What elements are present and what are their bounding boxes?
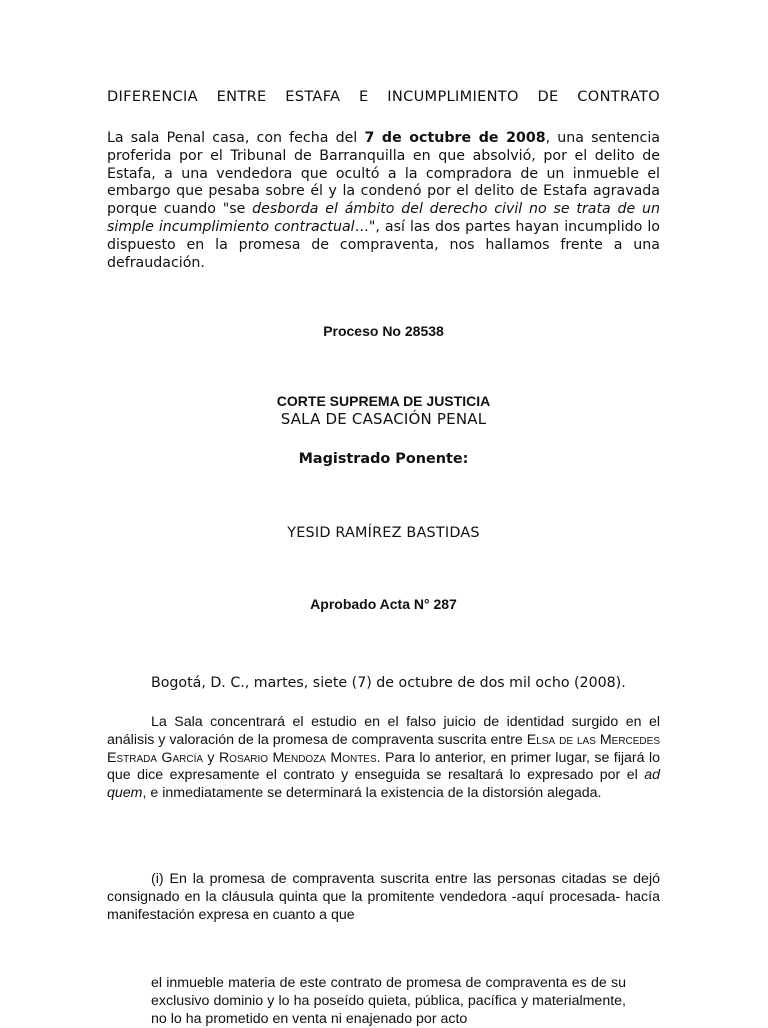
ad-quem: ad quem <box>107 767 660 802</box>
court-name: CORTE SUPREMA DE JUSTICIA <box>276 393 491 409</box>
case-number: Proceso No 28538 <box>323 323 444 339</box>
magistrate-name: YESID RAMÍREZ BASTIDAS <box>287 525 480 541</box>
paragraph-analysis <box>107 714 660 803</box>
intro-date: 7 de octubre de 2008 <box>364 130 546 146</box>
party-name-2: Rosario Mendoza Montes <box>218 749 377 766</box>
intro-paragraph <box>107 130 660 272</box>
para1-text-2: . Para lo anterior, en primer lugar, se fijará lo que dice expresamente el contrato y enseguida se resaltará lo expresado por el <box>107 749 660 784</box>
contract-quote: el inmueble materia de este contrato de promesa de compraventa es de su exclusivo dominio y lo ha poseído quieta, pública, pacífica y materialmente, no lo ha prometido en venta ni enajenado por acto <box>151 975 626 1027</box>
para1-text-1: La Sala concentrará el estudio en el falso juicio de identidad surgido en el análisis y valoración de la promesa de compraventa suscrita entre <box>107 714 660 748</box>
document-title: DIFERENCIA ENTRE ESTAFA E INCUMPLIMIENTO DE CONTRATO <box>107 88 660 105</box>
acta-number: Aprobado Acta N° 287 <box>310 596 457 612</box>
intro-text-1: La sala Penal casa, con fecha del <box>107 130 365 146</box>
intro-quote: desborda el ámbito del derecho civil no se trata de un simple incumplimiento contractual <box>107 201 660 235</box>
para1-text-3: , e inmediatamente se determinará la existencia de la distorsión alegada. <box>142 785 602 802</box>
para1-and: y <box>203 749 219 766</box>
party-name-1: Elsa de las Mercedes Estrada García <box>107 731 660 766</box>
paragraph-clause: (i) En la promesa de compraventa suscrita entre las personas citadas se dejó consignado en la cláusula quinta que la promitente vendedora -aquí procesada- hacía manifestación expresa en cuanto a que <box>107 871 660 923</box>
magistrate-label: Magistrado Ponente: <box>298 451 469 467</box>
chamber-name: SALA DE CASACIÓN PENAL <box>280 410 487 428</box>
intro-text-2: , una sentencia proferida por el Tribunal de Barranquilla en que absolvió, por el delito de Estafa, a una vendedora que ocultó a la compradora de un inmueble el embargo que pesaba sobre él y la condenó por el delito de Estafa agravada porque cuando "se <box>107 130 660 218</box>
intro-text-3: …", así las dos partes hayan incumplido lo dispuesto en la promesa de compraventa, nos hallamos frente a una defraudación. <box>107 218 660 271</box>
place-date: Bogotá, D. C., martes, siete (7) de octubre de dos mil ocho (2008). <box>151 675 626 691</box>
